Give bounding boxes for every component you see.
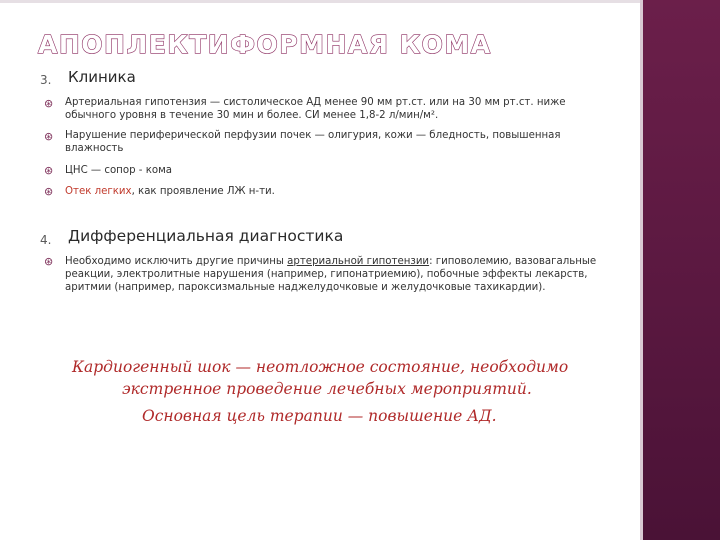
list-item-text: : гиповолемию, вазовагальные реакции, электролитные нарушения (например, гипонатриемию), побочные эффекты лекарств, аритмии (например, пароксизмальные наджелудочковые и желудочковые тахикардии). <box>65 256 597 293</box>
list-item: ЦНС — сопор - кома <box>65 165 173 176</box>
list-item-text: , как проявление ЛЖ н-ти. <box>131 186 275 197</box>
section-heading: Дифференциальная диагностика <box>68 227 344 245</box>
slide-title: АПОПЛЕКТИФОРМНАЯ КОМА <box>38 30 492 59</box>
section-heading: Клиника <box>68 68 136 86</box>
list-item: Нарушение периферической перфузии почек — олигурия, кожи — бледность, повышенная влажность <box>65 130 561 154</box>
list-item: Артериальная гипотензия — систолическое АД менее 90 мм рт.ст. или на 30 мм рт.ст. ниже обычного уровня в течение 30 мин и более. СИ менее 1,8-2 л/мин/м². <box>65 97 566 121</box>
bullet-icon: ⊛ <box>44 130 54 143</box>
bullet-icon: ⊛ <box>44 255 54 268</box>
note-line: Основная цель терапии — повышение АД. <box>142 407 497 425</box>
top-divider <box>0 0 640 3</box>
decorative-sidebar <box>643 0 720 540</box>
bullet-icon: ⊛ <box>44 164 54 177</box>
bullet-icon: ⊛ <box>44 185 54 198</box>
bullet-icon: ⊛ <box>44 97 54 110</box>
list-item <box>65 255 605 294</box>
highlighted-term: Отек легких <box>65 186 132 197</box>
underlined-term: артериальной гипотензии <box>287 256 430 267</box>
section-number: 4. <box>40 233 52 247</box>
note-line: экстренное проведение лечебных мероприятий. <box>122 380 532 398</box>
section-number: 3. <box>40 73 52 87</box>
list-item <box>65 185 605 198</box>
list-item-text: Необходимо исключить другие причины <box>65 256 288 267</box>
note-line: Кардиогенный шок — неотложное состояние, необходимо <box>72 358 569 376</box>
